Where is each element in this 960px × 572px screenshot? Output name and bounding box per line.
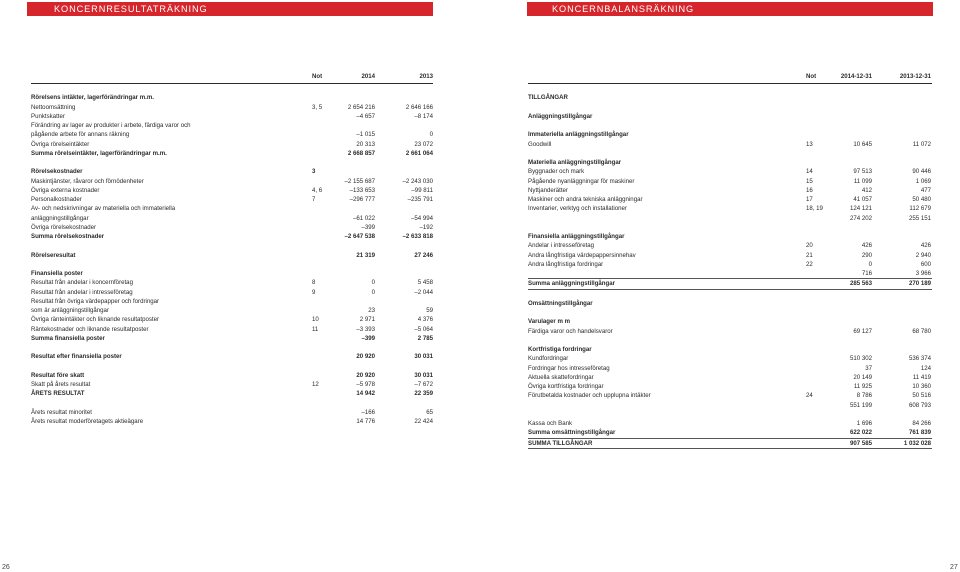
row-label: Andelar i intresseföretag — [528, 242, 595, 250]
spacer-row — [31, 84, 433, 93]
row-label: Resultat från övriga värdepapper och fordringar — [31, 297, 160, 305]
table-row — [528, 186, 932, 195]
row-label: Anläggningstillgångar — [528, 112, 593, 120]
row-value-previous: 112 679 — [909, 205, 931, 213]
row-label: Maskiner och andra tekniska anläggningar — [528, 196, 643, 203]
row-label: Andra långfristiga värdepappersinnehav — [528, 251, 636, 259]
income-statement-banner — [27, 2, 433, 16]
table-row — [31, 380, 433, 389]
row-label: Summa rörelseintäkter, lagerförändringar m.m. — [31, 149, 167, 157]
table-row — [528, 419, 932, 428]
table-row — [31, 408, 433, 417]
spacer-row — [31, 158, 433, 167]
row-label: Övriga ränteintäkter och liknande resultatposter — [31, 316, 160, 324]
row-label: Räntekostnader och liknande resultatposter — [31, 325, 149, 333]
row-value-current: 20 313 — [356, 140, 375, 148]
table-row — [31, 232, 433, 241]
row-label: Maskintjänster, råvaror och förnödenheter — [31, 177, 144, 185]
row-label: Kortfristiga fordringar — [528, 346, 592, 353]
table-row — [528, 214, 932, 223]
row-label: SUMMA TILLGÅNGAR — [528, 439, 593, 447]
table-row — [528, 299, 932, 308]
row-label: Rörelsens intäkter, lagerförändringar m.m. — [31, 94, 154, 102]
table-row — [528, 112, 932, 121]
row-value-current: 14 776 — [356, 418, 375, 425]
row-value-previous: 600 — [920, 260, 931, 268]
table-row — [528, 158, 932, 167]
row-value-current: 10 645 — [853, 140, 872, 148]
row-value-current: 97 513 — [853, 168, 872, 176]
row-label: Av- och nedskrivningar av materiella och immateriella — [31, 205, 176, 213]
row-value-previous: –7 672 — [414, 381, 433, 388]
page-number-left: 26 — [2, 564, 10, 571]
table-row — [31, 371, 433, 380]
row-label: Summa rörelsekostnader — [31, 233, 105, 240]
row-value-current: 412 — [861, 186, 872, 194]
row-value-previous: 59 — [426, 307, 433, 314]
row-label: Resultat efter finansiella poster — [31, 353, 122, 361]
row-value-current: 2 971 — [359, 316, 375, 324]
spacer-row — [31, 362, 433, 371]
row-value-previous: 536 374 — [908, 355, 931, 363]
row-value-current: –296 777 — [349, 196, 375, 203]
table-row — [31, 334, 433, 343]
table-row — [528, 93, 932, 102]
row-label: Summa omsättningstillgångar — [528, 429, 616, 437]
table-row — [31, 278, 433, 287]
row-label: Immateriella anläggningstillgångar — [528, 131, 629, 139]
row-label: Nyttjanderätter — [528, 186, 568, 194]
table-row — [528, 140, 932, 149]
table-row — [31, 149, 433, 158]
table-row — [528, 278, 932, 289]
row-label: Färdiga varor och handelsvaror — [528, 327, 613, 335]
row-label: Aktuella skattefordringar — [528, 373, 594, 381]
row-label: Punktskatter — [31, 112, 65, 120]
row-value-previous: 3 966 — [915, 270, 931, 277]
row-label: Förändring av lager av produkter i arbete, färdiga varor och — [31, 122, 191, 129]
row-note: 10 — [312, 316, 319, 324]
row-value-previous: –192 — [419, 223, 433, 231]
row-value-previous: 608 793 — [908, 401, 931, 409]
row-label: Summa finansiella poster — [31, 334, 105, 342]
income-statement-title: KONCERNRESULTATRÄKNING — [54, 4, 208, 14]
table-row — [31, 223, 433, 232]
table-row — [31, 251, 433, 260]
row-note: 3, 5 — [312, 103, 323, 111]
row-value-previous: 0 — [429, 131, 433, 139]
row-value-previous: –2 243 030 — [402, 177, 433, 185]
table-row — [528, 428, 932, 437]
spacer-row — [31, 399, 433, 408]
row-value-current: 20 920 — [356, 353, 375, 361]
row-value-current: 1 696 — [856, 420, 872, 427]
table-row — [528, 382, 932, 391]
balance-sheet-banner — [527, 2, 933, 16]
table-row — [528, 204, 932, 213]
row-value-current: 8 786 — [856, 392, 872, 400]
row-label: Övriga externa kostnader — [31, 186, 100, 194]
row-label: Kassa och Bank — [528, 420, 573, 427]
row-label: Övriga kortfristiga fordringar — [528, 383, 604, 390]
balance-sheet-header — [528, 72, 932, 81]
row-value-previous: 68 780 — [912, 327, 931, 335]
table-row — [31, 121, 433, 130]
table-row — [528, 391, 932, 400]
row-value-current: 23 — [368, 307, 375, 314]
row-label: Summa anläggningstillgångar — [528, 280, 616, 288]
row-value-previous: 255 151 — [908, 214, 931, 222]
row-value-previous: 27 246 — [414, 251, 433, 259]
table-row — [528, 345, 932, 354]
row-label: Goodwill — [528, 140, 552, 148]
row-value-previous: 5 458 — [417, 279, 433, 287]
row-label: Resultat från andelar i koncernföretag — [31, 279, 133, 287]
table-row — [31, 167, 433, 176]
row-value-previous: 1 032 028 — [903, 439, 931, 447]
table-row — [528, 401, 932, 410]
row-value-current: 285 563 — [849, 280, 872, 288]
row-note: 13 — [806, 140, 813, 148]
row-value-current: 622 022 — [849, 429, 872, 437]
row-value-previous: 477 — [920, 186, 931, 194]
row-value-current: 716 — [861, 270, 872, 277]
row-note: 7 — [312, 196, 316, 203]
table-row — [31, 214, 433, 223]
row-value-current: 0 — [868, 260, 872, 268]
row-note: 8 — [312, 279, 316, 287]
row-label: Materiella anläggningstillgångar — [528, 159, 622, 166]
row-value-current: –399 — [361, 223, 375, 231]
row-value-current: 69 127 — [853, 327, 872, 335]
spacer-row — [528, 410, 932, 419]
row-value-current: –133 653 — [349, 186, 375, 194]
row-value-previous: 11 072 — [912, 140, 931, 148]
balance-sheet-rows — [528, 84, 932, 449]
table-row — [31, 389, 433, 398]
row-label: Övriga rörelseintäkter — [31, 140, 90, 148]
balance-sheet-table — [528, 72, 932, 449]
year-2013-header: 2013 — [419, 73, 433, 80]
date-2013-header: 2013-12-31 — [899, 73, 931, 80]
row-label: Rörelseresultat — [31, 251, 76, 259]
table-row — [528, 438, 932, 449]
row-label: Finansiella anläggningstillgångar — [528, 233, 625, 240]
table-row — [31, 288, 433, 297]
table-row — [31, 315, 433, 324]
table-row — [528, 327, 932, 336]
row-value-current: 426 — [861, 242, 872, 250]
row-label: Varulager m m — [528, 318, 570, 326]
row-value-previous: 270 189 — [908, 280, 931, 288]
spacer-row — [31, 343, 433, 352]
table-row — [31, 306, 433, 315]
row-label: Andra långfristiga fordringar — [528, 260, 604, 268]
row-value-previous: 30 031 — [414, 353, 433, 361]
row-value-previous: –99 811 — [411, 186, 433, 194]
spacer-row — [31, 241, 433, 250]
table-row — [528, 167, 932, 176]
table-row — [528, 260, 932, 269]
row-label: Inventarier, verktyg och installationer — [528, 205, 627, 213]
row-value-current: –4 657 — [356, 112, 375, 120]
row-value-previous: 30 031 — [414, 371, 433, 379]
row-label: Skatt på årets resultat — [31, 381, 91, 388]
row-value-current: –2 647 538 — [344, 233, 375, 240]
row-value-previous: 2 785 — [417, 334, 433, 342]
row-value-previous: 50 516 — [912, 392, 931, 400]
row-label: Årets resultat moderföretagets aktieägare — [31, 418, 144, 425]
row-value-current: 0 — [371, 279, 375, 287]
row-value-current: 41 057 — [853, 196, 872, 203]
row-label: Pågående nyanläggningar för maskiner — [528, 177, 635, 185]
row-note: 12 — [312, 381, 319, 388]
table-row — [31, 204, 433, 213]
income-statement-rows — [31, 84, 433, 426]
table-row — [31, 130, 433, 139]
row-label: Kundfordringar — [528, 355, 569, 363]
row-label: Rörelsekostnader — [31, 168, 83, 176]
row-value-current: 21 319 — [356, 251, 375, 259]
table-row — [31, 103, 433, 112]
table-row — [31, 186, 433, 195]
row-value-current: –1 015 — [356, 131, 375, 139]
table-row — [31, 177, 433, 186]
balance-sheet-title: KONCERNBALANSRÄKNING — [552, 4, 695, 14]
row-value-previous: –8 174 — [414, 112, 433, 120]
row-label: ÅRETS RESULTAT — [31, 390, 85, 398]
spacer-row — [528, 308, 932, 317]
income-statement-header — [31, 72, 433, 81]
table-row — [31, 112, 433, 121]
row-label: Årets resultat minoritet — [31, 408, 92, 416]
table-row — [528, 269, 932, 278]
row-label: Nettoomsättning — [31, 103, 76, 111]
row-label: Finansiella poster — [31, 270, 83, 277]
row-note: 18, 19 — [806, 205, 823, 213]
table-row — [31, 269, 433, 278]
row-value-current: –5 978 — [356, 381, 375, 388]
row-value-previous: –235 791 — [407, 196, 433, 203]
row-value-current: 20 149 — [853, 373, 872, 381]
table-row — [528, 373, 932, 382]
row-label: Resultat före skatt — [31, 371, 85, 379]
row-label: som är anläggningstillgångar — [31, 307, 109, 314]
row-value-current: 290 — [861, 251, 872, 259]
row-label: pågående arbete för annans räkning — [31, 131, 130, 139]
income-statement-table — [31, 72, 433, 426]
spacer-row — [31, 260, 433, 269]
date-2014-header: 2014-12-31 — [840, 73, 872, 80]
row-value-previous: 84 266 — [912, 420, 931, 427]
row-label: TILLGÅNGAR — [528, 94, 568, 102]
row-note: 15 — [806, 177, 813, 185]
row-value-previous: 124 — [920, 364, 931, 372]
table-row — [528, 130, 932, 139]
page-number-right: 27 — [950, 564, 958, 571]
row-label: Byggnader och mark — [528, 168, 585, 176]
row-value-previous: –5 064 — [414, 325, 433, 333]
row-value-previous: 2 940 — [915, 251, 931, 259]
table-row — [31, 195, 433, 204]
table-row — [528, 251, 932, 260]
row-note: 16 — [806, 186, 813, 194]
row-value-previous: –2 044 — [414, 288, 433, 296]
row-value-current: 551 199 — [849, 401, 872, 409]
table-row — [528, 241, 932, 250]
note-column-header: Not — [806, 73, 817, 80]
row-note: 17 — [806, 196, 813, 203]
row-value-current: 0 — [371, 288, 375, 296]
row-value-previous: 23 072 — [414, 140, 433, 148]
row-value-previous: 22 359 — [414, 390, 433, 398]
row-value-previous: 2 661 064 — [405, 149, 433, 157]
row-value-previous: –54 994 — [410, 214, 433, 222]
spacer-row — [528, 290, 932, 299]
row-label: Resultat från andelar i intresseföretag — [31, 288, 133, 296]
row-value-current: 11 925 — [853, 383, 872, 390]
row-value-previous: 90 446 — [912, 168, 931, 176]
table-row — [528, 177, 932, 186]
row-value-current: 11 099 — [853, 177, 872, 185]
table-row — [31, 140, 433, 149]
table-row — [528, 317, 932, 326]
table-row — [31, 93, 433, 102]
row-note: 22 — [806, 260, 813, 268]
row-label: anläggningstillgångar — [31, 214, 89, 222]
row-value-current: –399 — [361, 334, 375, 342]
row-value-current: 124 121 — [849, 205, 872, 213]
table-row — [528, 354, 932, 363]
row-value-previous: 65 — [426, 408, 433, 416]
row-value-previous: 426 — [920, 242, 931, 250]
row-value-current: –166 — [361, 408, 375, 416]
spacer-row — [528, 103, 932, 112]
row-value-current: 14 942 — [356, 390, 375, 398]
row-value-previous: 1 069 — [915, 177, 931, 185]
row-value-previous: 22 424 — [414, 418, 433, 425]
row-value-previous: –2 633 818 — [402, 233, 433, 240]
row-value-previous: 4 376 — [417, 316, 433, 324]
row-value-current: 510 302 — [849, 355, 872, 363]
row-value-current: –3 393 — [356, 325, 375, 333]
table-row — [31, 352, 433, 361]
table-row — [31, 325, 433, 334]
row-note: 20 — [806, 242, 813, 250]
table-row — [31, 297, 433, 306]
row-value-current: –2 155 687 — [344, 177, 375, 185]
spacer-row — [528, 84, 932, 93]
row-label: Personalkostnader — [31, 196, 82, 203]
table-row — [528, 232, 932, 241]
note-column-header: Not — [312, 73, 323, 80]
row-value-previous: 2 646 166 — [405, 103, 433, 111]
table-row — [528, 195, 932, 204]
row-note: 14 — [806, 168, 813, 176]
row-note: 11 — [312, 325, 319, 333]
spacer-row — [528, 223, 932, 232]
row-note: 9 — [312, 288, 316, 296]
row-note: 21 — [806, 251, 813, 259]
row-note: 24 — [806, 392, 813, 400]
row-value-previous: 50 480 — [912, 196, 931, 203]
row-value-current: 907 585 — [849, 439, 872, 447]
row-value-current: 274 202 — [849, 214, 872, 222]
row-value-previous: 761 839 — [908, 429, 931, 437]
row-value-current: 2 668 857 — [347, 149, 375, 157]
row-value-current: 37 — [865, 364, 872, 372]
row-note: 3 — [312, 168, 316, 176]
row-label: Fordringar hos intresseföretag — [528, 364, 610, 372]
row-label: Övriga rörelsekostnader — [31, 223, 97, 231]
table-row — [528, 364, 932, 373]
row-label: Omsättningstillgångar — [528, 299, 593, 307]
row-value-current: 2 654 216 — [347, 103, 375, 111]
row-value-current: 20 920 — [356, 371, 375, 379]
spacer-row — [528, 336, 932, 345]
spacer-row — [528, 149, 932, 158]
row-note: 4, 6 — [312, 186, 323, 194]
table-row — [31, 417, 433, 426]
row-value-previous: 11 419 — [912, 373, 931, 381]
row-value-previous: 10 360 — [912, 383, 931, 390]
year-2014-header: 2014 — [361, 73, 375, 80]
row-label: Förutbetalda kostnader och upplupna intäkter — [528, 392, 651, 400]
spacer-row — [528, 121, 932, 130]
row-value-current: –61 022 — [352, 214, 375, 222]
